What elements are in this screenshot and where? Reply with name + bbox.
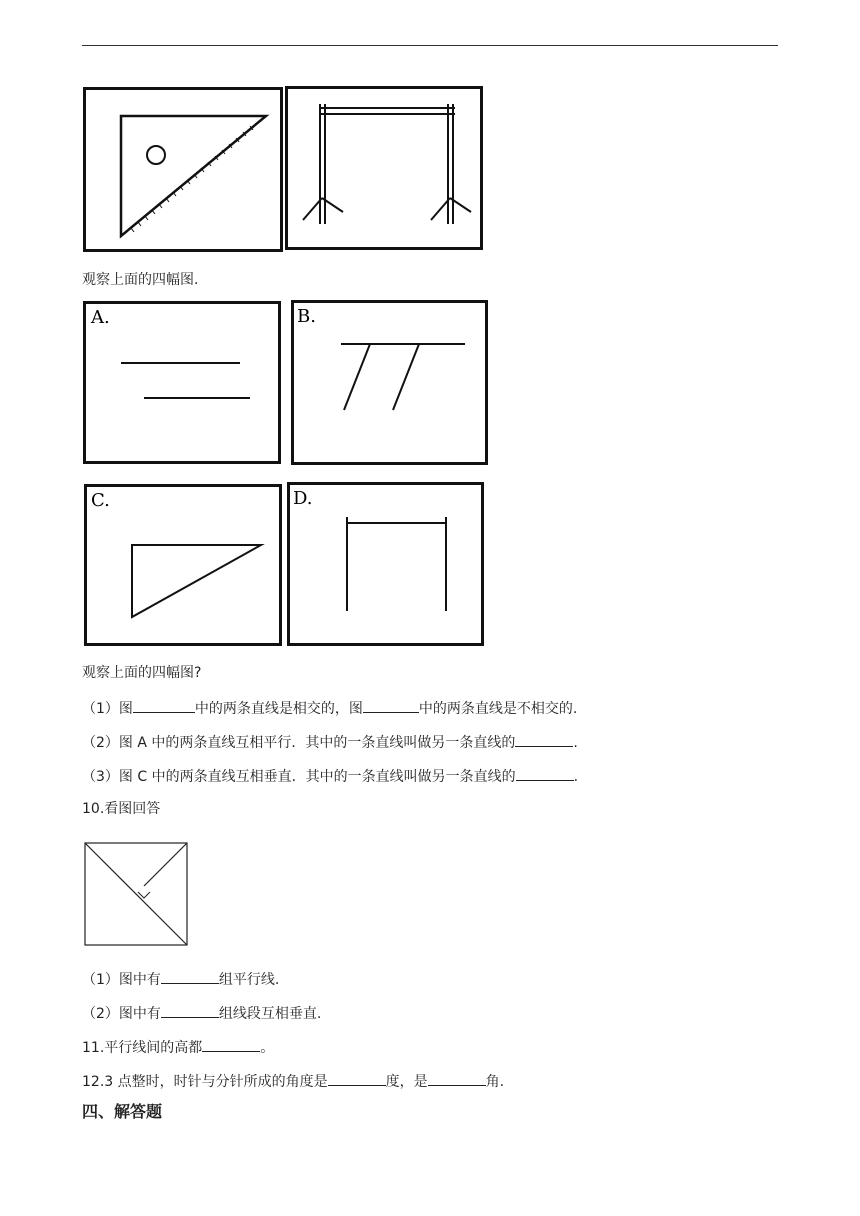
panel-b-label: B.: [297, 306, 316, 327]
q9-line-1-part-c: 中的两条直线是不相交的.: [418, 701, 578, 717]
q9-line-1-part-a: （1）图: [82, 701, 133, 717]
q12-part-c: 角.: [485, 1074, 505, 1090]
q9-line-2-part-a: （2）图 A 中的两条直线互相平行．其中的一条直线叫做另一条直线的: [82, 735, 516, 751]
answer-blank[interactable]: [133, 698, 195, 713]
answer-blank[interactable]: [202, 1037, 260, 1052]
q10-line-1: [82, 969, 279, 989]
q10-line-2-part-b: 组线段互相垂直.: [218, 1006, 322, 1022]
square-diagonal-figure: [84, 842, 188, 946]
panel-a-label: A.: [91, 307, 110, 328]
answer-blank[interactable]: [363, 698, 419, 713]
panel-d-label: D.: [293, 488, 313, 509]
q10-line-2: [82, 1003, 321, 1023]
q12-part-a: 12.3 点整时，时针与分针所成的角度是: [82, 1074, 328, 1090]
panel-d: [287, 482, 484, 647]
panel-c: [84, 484, 282, 647]
answer-blank[interactable]: [516, 766, 574, 781]
set-square-figure: [83, 87, 283, 252]
panel-c-label: C.: [91, 490, 110, 511]
q10-line-1-part-a: （1）图中有: [82, 972, 161, 988]
answer-blank[interactable]: [161, 1003, 219, 1018]
answer-blank[interactable]: [515, 732, 573, 747]
q10-title: 10.看图回答: [82, 801, 161, 817]
q9-line-2-part-b: .: [573, 735, 578, 751]
q12-part-b: 度，是: [385, 1074, 428, 1090]
q11-line: [82, 1037, 274, 1057]
answer-blank[interactable]: [428, 1071, 486, 1086]
q11-part-b: 。: [260, 1040, 275, 1056]
q11-part-a: 11.平行线间的高都: [82, 1040, 203, 1056]
q9-line-1-part-b: 中的两条直线是相交的，图: [194, 701, 363, 717]
intro-caption: 观察上面的四幅图.: [82, 272, 199, 288]
q9-line-3-part-b: .: [573, 769, 579, 785]
q9-line-3-part-a: （3）图 C 中的两条直线互相垂直．其中的一条直线叫做另一条直线的: [82, 769, 516, 785]
horizontal-bar-figure: [285, 86, 483, 252]
section-heading: 四、解答题: [82, 1102, 163, 1121]
answer-blank[interactable]: [328, 1071, 386, 1086]
header-rule: [82, 45, 778, 46]
panel-a: [83, 301, 281, 465]
q10-line-1-part-b: 组平行线.: [218, 972, 280, 988]
q9-line-3: [82, 766, 578, 786]
answer-blank[interactable]: [161, 969, 219, 984]
q10-line-2-part-a: （2）图中有: [82, 1006, 161, 1022]
q12-line: [82, 1071, 504, 1091]
q9-line-2: [82, 732, 578, 752]
q9-line-1: [82, 698, 577, 718]
observe-question: 观察上面的四幅图?: [82, 665, 202, 681]
panel-b: [291, 300, 488, 466]
